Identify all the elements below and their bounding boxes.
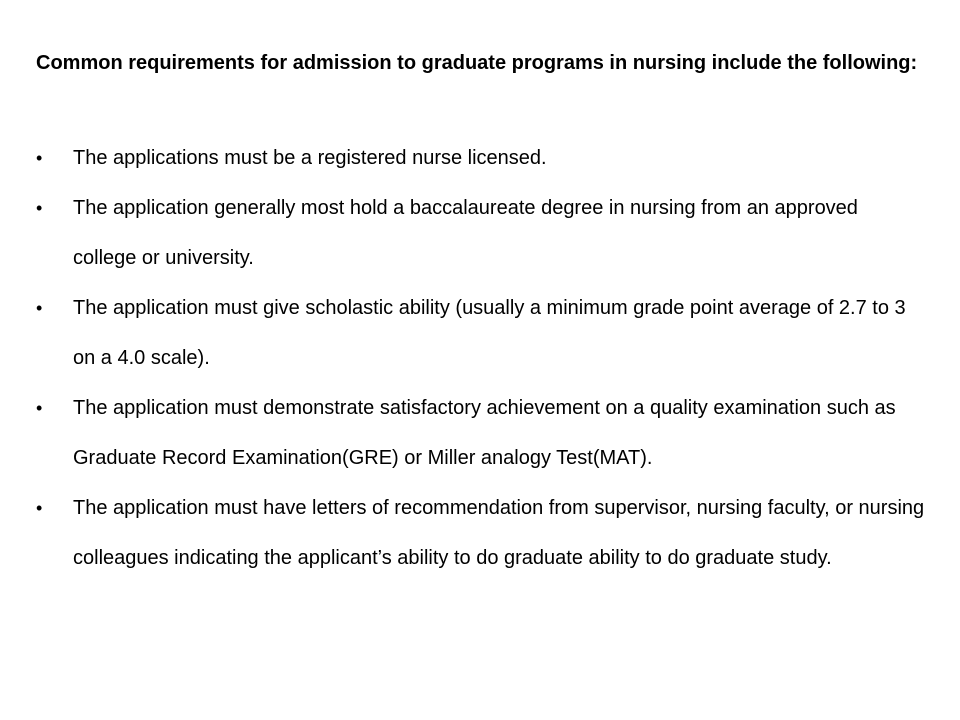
bullet-icon: • [36,398,43,418]
bullet-icon: • [36,148,43,168]
intro-heading: Common requirements for admission to graduate programs in nursing include the following: [36,52,918,74]
requirement-text: The application must demonstrate satisfactory achievement on a quality examination such as Graduate Record Examination(GRE) or Miller analogy Test(MAT). [73,397,896,469]
bullet-icon: • [36,498,43,518]
requirement-item [36,183,926,283]
requirement-item [36,283,926,383]
requirement-item [36,483,926,583]
bullet-icon: • [36,298,43,318]
requirement-text: The application generally most hold a baccalaureate degree in nursing from an approved college or university. [73,197,858,269]
requirement-text: The applications must be a registered nurse licensed. [73,147,547,169]
requirement-item [36,383,926,483]
bullet-icon: • [36,198,43,218]
requirements-list [36,133,926,583]
requirement-item [36,133,926,183]
requirement-text: The application must have letters of recommendation from supervisor, nursing faculty, or nursing colleagues indicating the applicant’s ability to do graduate ability to do graduate study. [73,497,925,569]
requirement-text: The application must give scholastic ability (usually a minimum grade point average of 2.7 to 3 on a 4.0 scale). [73,297,906,369]
